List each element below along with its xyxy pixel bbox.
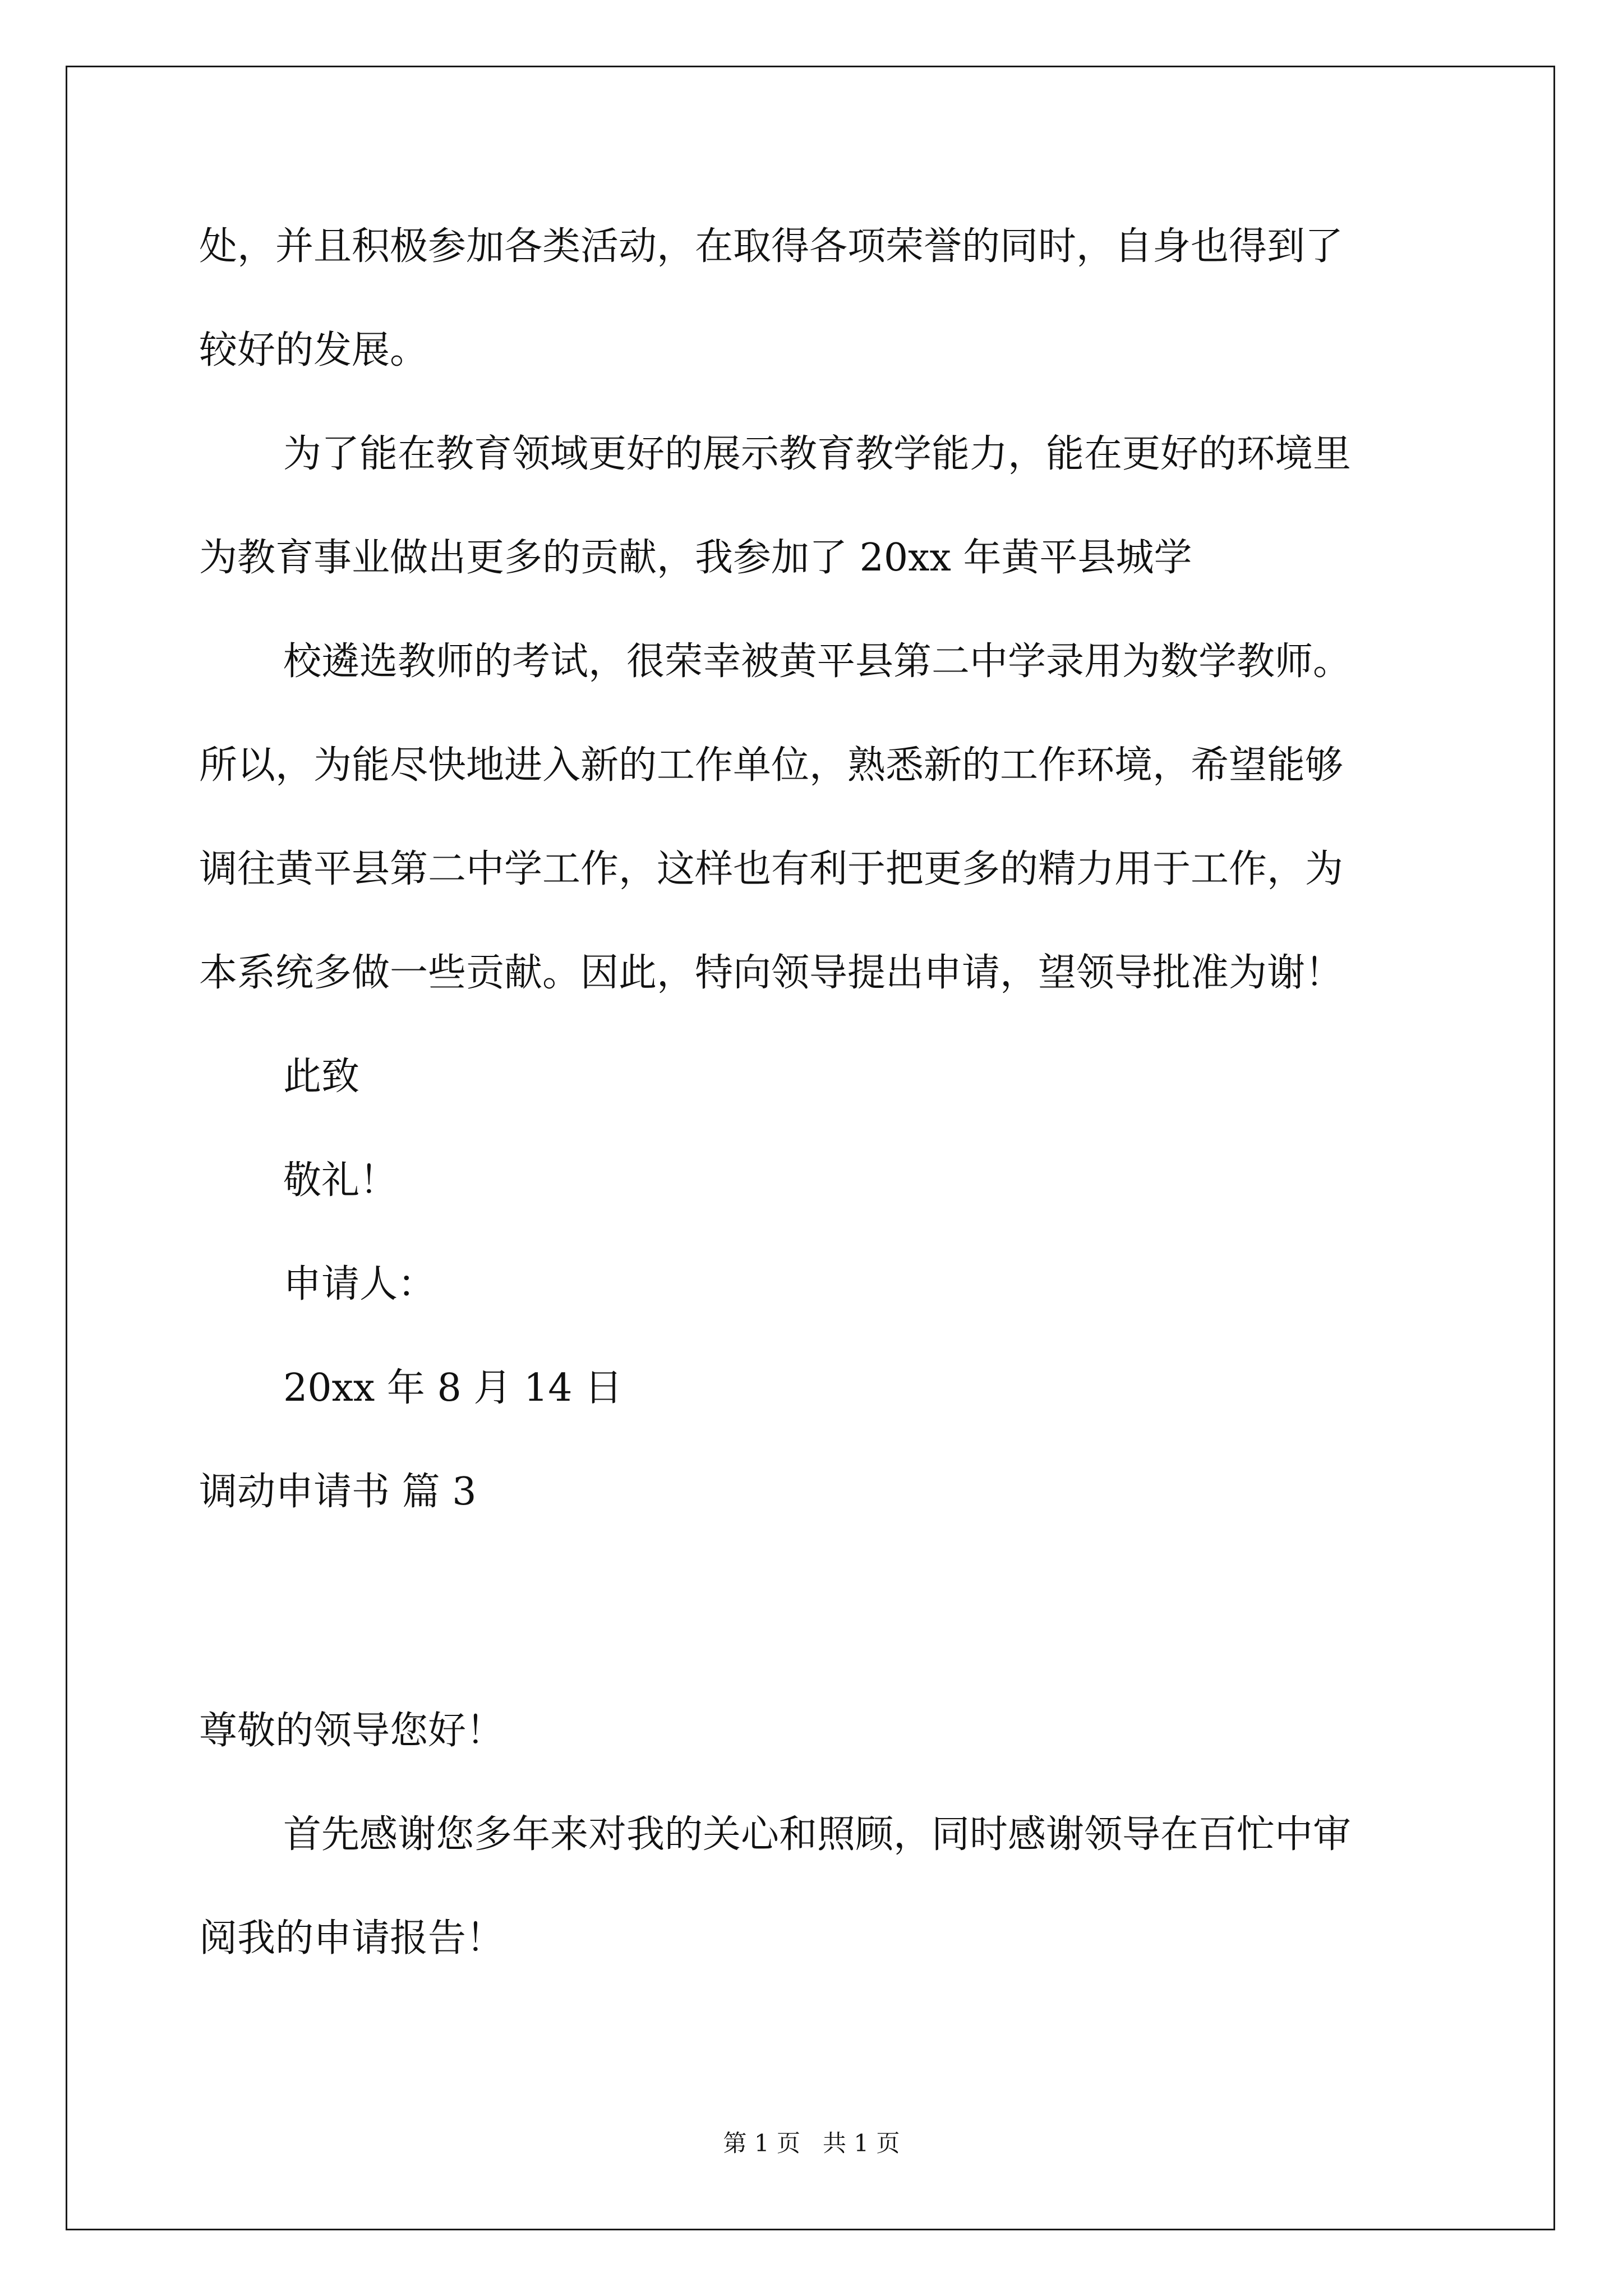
paragraph-line-8: 本系统多做一些贡献。因此，特向领导提出申请，望领导批准为谢！ [199, 951, 1344, 995]
paragraph-line-3: 为了能在教育领域更好的展示教育教学能力，能在更好的环境里 [283, 432, 1352, 476]
page-border [66, 66, 1555, 2230]
closing-greeting: 此致 [283, 1055, 360, 1099]
paragraph-line-16: 阅我的申请报告！ [199, 1916, 505, 1961]
paragraph-line-7: 调往黄平县第二中学工作，这样也有利于把更多的精力用于工作，为 [199, 847, 1344, 891]
paragraph-line-5: 校遴选教师的考试，很荣幸被黄平县第二中学录用为数学教师。 [283, 639, 1352, 684]
date-line: 20xx 年 8 月 14 日 [283, 1366, 623, 1410]
salutation: 尊敬的领导您好！ [199, 1709, 505, 1753]
applicant-label: 申请人： [283, 1262, 436, 1306]
section-heading: 调动申请书 篇 3 [199, 1470, 477, 1514]
paragraph-line-15: 首先感谢您多年来对我的关心和照顾，同时感谢领导在百忙中审 [283, 1812, 1352, 1857]
closing-salute: 敬礼！ [283, 1158, 398, 1203]
paragraph-line-6: 所以，为能尽快地进入新的工作单位，熟悉新的工作环境，希望能够 [199, 743, 1344, 788]
page-footer: 第 1 页 共 1 页 [723, 2129, 900, 2157]
paragraph-line-2: 较好的发展。 [199, 328, 428, 372]
paragraph-line-1: 处，并且积极参加各类活动，在取得各项荣誉的同时，自身也得到了 [199, 224, 1344, 269]
paragraph-line-4: 为教育事业做出更多的贡献，我参加了 20xx 年黄平县城学 [199, 536, 1192, 580]
